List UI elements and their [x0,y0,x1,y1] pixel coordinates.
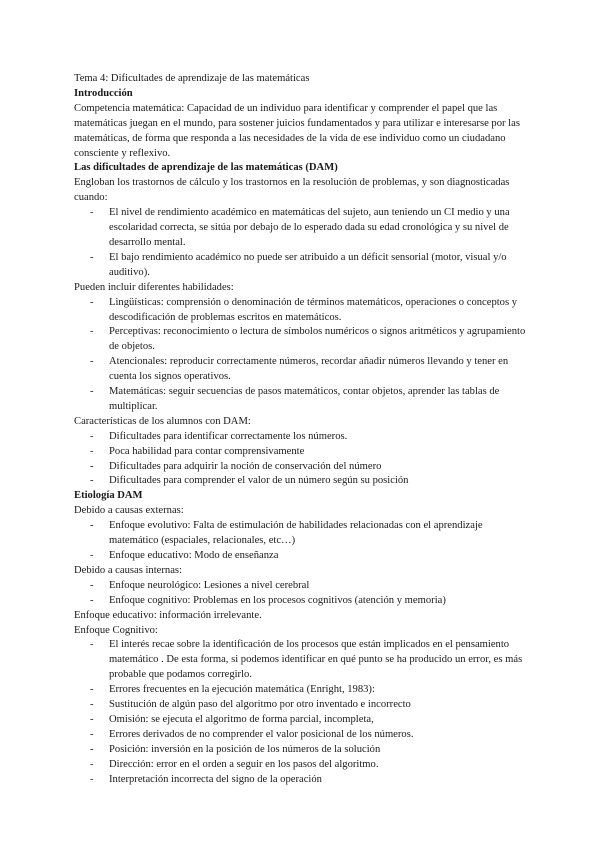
dash-bullet: - [90,356,94,368]
document-page [74,72,534,788]
list-item-text: Lingüísticas: comprensión o denominación de términos matemáticos, operaciones o conceptos y descodificación de problemas escritos en matemáticos. [109,296,518,323]
list-item-text: Dificultades para adquirir la noción de conservación del número [109,460,382,472]
traits-list [74,430,534,490]
list-item-text: Interpretación incorrecta del signo de la operación [109,773,322,785]
dash-bullet: - [90,773,94,785]
list-item-text: Poca habilidad para contar comprensivamente [109,445,305,457]
dash-bullet: - [90,639,94,651]
list-item-text: Dificultades para identificar correctamente los números. [109,430,348,442]
dash-bullet: - [90,386,94,398]
etiology-heading: Etiología DAM [74,490,143,502]
dash-bullet: - [90,713,94,725]
list-item [74,325,534,355]
list-item-text: Perceptivas: reconocimiento o lectura de símbolos numéricos o signos aritméticos y agrupamiento de objetos. [109,326,526,353]
dash-bullet: - [90,699,94,711]
dash-bullet: - [90,520,94,532]
list-item-text: Enfoque cognitivo: Problemas en los procesos cognitivos (atención y memoria) [109,594,446,606]
dash-bullet: - [90,296,94,308]
list-item-text: El nivel de rendimiento académico en matemáticas del sujeto, aun teniendo un CI medio y una escolaridad correcta, se sitúa por debajo de lo esperado dada su edad cronológica y su nivel de desarrollo mental. [109,207,510,248]
list-item [74,638,534,683]
dash-bullet: - [90,326,94,338]
dash-bullet: - [90,251,94,263]
list-item-text: Dirección: error en el orden a seguir en los pasos del algoritmo. [109,758,379,770]
list-item [74,773,534,788]
list-item-text: Errores frecuentes en la ejecución matemática (Enright, 1983): [109,684,375,696]
dam-list [74,206,534,281]
external-causes-intro: Debido a causas externas: [74,505,184,517]
list-item-text: Sustitución de algún paso del algoritmo por otro inventado e incorrecto [109,699,411,711]
internal-causes-list [74,579,534,609]
internal-causes-intro: Debido a causas internas: [74,564,182,576]
list-item [74,355,534,385]
list-item [74,430,534,445]
list-item [74,474,534,489]
list-item [74,296,534,326]
list-item [74,713,534,728]
dash-bullet: - [90,550,94,561]
list-item-text: Enfoque educativo: Modo de enseñanza [109,550,279,561]
list-item [74,385,534,415]
skills-intro: Pueden incluir diferentes habilidades: [74,281,234,293]
list-item [74,683,534,698]
list-item-text: Omisión: se ejecuta el algoritmo de forma parcial, incompleta, [109,713,374,725]
list-item [74,445,534,460]
list-item-text: Posición: inversión en la posición de los números de la solución [109,743,381,755]
cognitive-approach-list [74,638,534,787]
dash-bullet: - [90,475,94,487]
dash-bullet: - [90,728,94,740]
list-item-text: Enfoque neurológico: Lesiones a nivel cerebral [109,579,310,591]
list-item [74,206,534,251]
list-item [74,758,534,773]
educational-approach-line: Enfoque educativo: información irrelevante. [74,609,262,621]
list-item [74,728,534,743]
list-item [74,579,534,594]
dash-bullet: - [90,430,94,442]
list-item-text: Atencionales: reproducir correctamente números, recordar añadir números llevando y tener en cuenta los signos operativos. [109,356,509,383]
list-item-text: Dificultades para comprender el valor de un número según su posición [109,475,409,487]
list-item [74,743,534,758]
list-item-text: Enfoque evolutivo: Falta de estimulación de habilidades relacionadas con el aprendizaje matemático (espaciales, relacionales, etc…) [109,520,483,547]
dash-bullet: - [90,758,94,770]
list-item [74,460,534,475]
list-item-text: El bajo rendimiento académico no puede ser atribuido a un déficit sensorial (motor, visual y/o auditivo). [109,251,507,278]
dam-heading: Las dificultades de aprendizaje de las matemáticas (DAM) [74,162,338,174]
intro-paragraph: Competencia matemática: Capacidad de un individuo para identificar y comprender el papel que las matemáticas juegan en el mundo, para sostener juicios fundamentados y para utilizar e interesarse por las matemáticas, de forma que responda a las necesidades de la vida de ese individuo como un ciudadano consciente y reflexivo. [74,102,520,159]
document-title: Tema 4: Dificultades de aprendizaje de las matemáticas [74,73,310,84]
cognitive-approach-intro: Enfoque Cognitivo: [74,624,158,636]
list-item [74,549,534,564]
dash-bullet: - [90,579,94,591]
dam-intro: Engloban los trastornos de cálculo y los trastornos en la resolución de problemas, y son diagnosticadas cuando: [74,177,510,204]
intro-heading: Introducción [74,87,133,99]
traits-intro: Características de los alumnos con DAM: [74,415,251,427]
dash-bullet: - [90,743,94,755]
list-item-text: Errores derivados de no comprender el valor posicional de los números. [109,728,414,740]
list-item [74,251,534,281]
dash-bullet: - [90,594,94,606]
list-item-text: Matemáticas: seguir secuencias de pasos matemáticos, contar objetos, aprender las tablas de multiplicar. [109,386,500,412]
dash-bullet: - [90,460,94,472]
skills-list [74,296,534,415]
list-item [74,519,534,549]
dash-bullet: - [90,684,94,696]
list-item-text: El interés recae sobre la identificación de los procesos que están implicados en el pensamiento matemático . De esta forma, si podemos identificar en qué punto se ha producido un error, es más probable que podamos corregirlo. [109,639,523,681]
list-item [74,594,534,609]
external-causes-list [74,519,534,564]
dash-bullet: - [90,445,94,457]
dash-bullet: - [90,207,94,219]
list-item [74,698,534,713]
